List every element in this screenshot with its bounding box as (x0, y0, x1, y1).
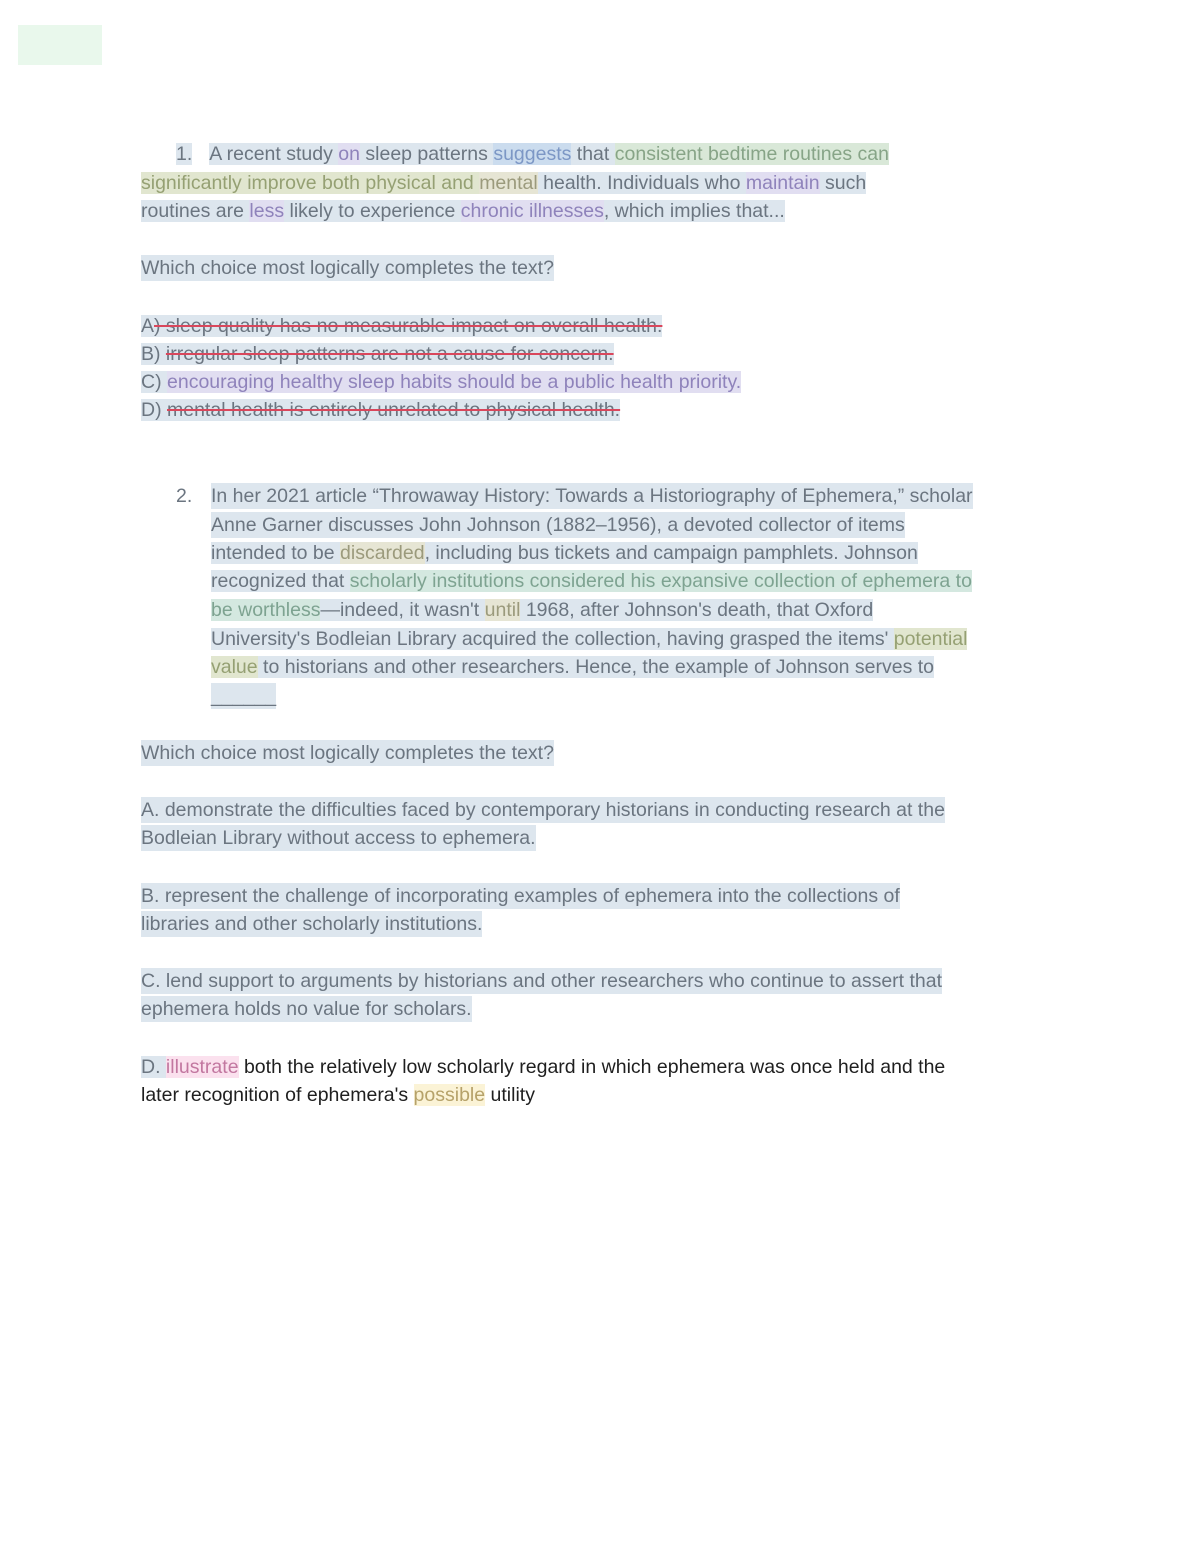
q2-choice-a-line-2[interactable]: Bodleian Library without access to ephemera. (141, 827, 536, 849)
q2-choice-b-line-2[interactable]: libraries and other scholarly institutions. (141, 913, 483, 935)
q2-blank: ______ (211, 685, 277, 707)
q2-line-2: Anne Garner discusses John Johnson (1882–1956), a devoted collector of items (211, 514, 905, 536)
q2-line-4: recognized that scholarly institutions considered his expansive collection of ephemera to (211, 570, 972, 592)
q1-choice-a[interactable]: A) sleep quality has no measurable impact on overall health. (141, 315, 663, 337)
q2-line-6: University's Bodleian Library acquired the collection, having grasped the items' potential (211, 628, 968, 650)
q2-prompt: Which choice most logically completes the text? (141, 742, 554, 764)
q2-line-5: be worthless—indeed, it wasn't until 1968, after Johnson's death, that Oxford (211, 599, 874, 621)
q2-choice-c-line-2[interactable]: ephemera holds no value for scholars. (141, 998, 472, 1020)
q2-choice-d-line-2[interactable]: later recognition of ephemera's possible utility (141, 1084, 535, 1106)
q2-number: 2. (176, 485, 193, 507)
q2-choice-d-line-1[interactable]: D. illustrate both the relatively low scholarly regard in which ephemera was once held and the (141, 1056, 946, 1078)
q2-line-1: In her 2021 article “Throwaway History: Towards a Historiography of Ephemera,” scholar (211, 485, 973, 507)
q1-number: 1. (176, 143, 193, 165)
q1-line-1: 1. A recent study on sleep patterns suggests that consistent bedtime routines can (176, 143, 889, 165)
q2-choice-a-line-1[interactable]: A. demonstrate the difficulties faced by contemporary historians in conducting research at the (141, 799, 945, 821)
q1-choice-c[interactable]: C) encouraging healthy sleep habits should be a public health priority. (141, 371, 742, 393)
corner-highlight-tag (18, 25, 102, 65)
q1-choice-b[interactable]: B) irregular sleep patterns are not a cause for concern. (141, 343, 614, 365)
q1-line-2: significantly improve both physical and mental health. Individuals who maintain such (141, 172, 867, 194)
q2-choice-b-line-1[interactable]: B. represent the challenge of incorporating examples of ephemera into the collections of (141, 885, 900, 907)
q2-line-3: intended to be discarded, including bus tickets and campaign pamphlets. Johnson (211, 542, 918, 564)
q2-line-7: value to historians and other researchers. Hence, the example of Johnson serves to (211, 656, 934, 678)
q2-choice-c-line-1[interactable]: C. lend support to arguments by historians and other researchers who continue to assert that (141, 970, 943, 992)
q1-prompt: Which choice most logically completes the text? (141, 257, 554, 279)
q1-line-3: routines are less likely to experience chronic illnesses, which implies that... (141, 200, 785, 222)
q1-choice-d[interactable]: D) mental health is entirely unrelated to physical health. (141, 399, 621, 421)
